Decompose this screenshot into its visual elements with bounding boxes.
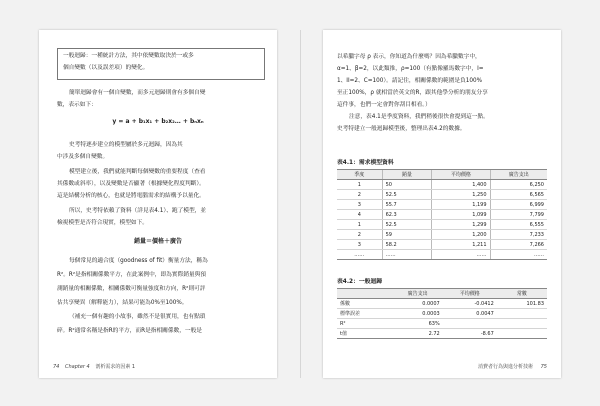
table-cell: 7,266 — [490, 240, 547, 250]
table-cell: 1,400 — [432, 180, 490, 190]
table-cell: 2 — [337, 190, 382, 200]
paragraph-line: 這是結構分析的核心，也就是將電腦需求的結構予以量化。 — [57, 193, 205, 199]
table-cell: 6,999 — [490, 200, 547, 210]
table-cell: 3 — [337, 240, 382, 250]
paragraph-line: α=1、β=2，以此類推，ρ=100（有點像羅馬數字中，I= — [337, 66, 484, 72]
book-title: 消費者行為與進分析技術 — [478, 364, 534, 370]
paragraph-line: 數，表示如下： — [57, 102, 97, 108]
table-cell: 0.0007 — [393, 299, 443, 309]
table-cell — [497, 309, 547, 319]
right-page — [323, 30, 561, 378]
table-cell: 1,199 — [432, 200, 490, 210]
column-header: 廣告支出 — [490, 170, 547, 180]
table-cell: 0.0047 — [443, 309, 497, 319]
table-caption: 表4.2：一般迴歸 — [337, 279, 383, 285]
table-cell: -0.0412 — [443, 299, 497, 309]
table-cell: 1,250 — [432, 190, 490, 200]
regression-table — [337, 288, 547, 339]
table-cell: 6,565 — [490, 190, 547, 200]
table-cell: …… — [382, 250, 432, 260]
table-cell: 1,200 — [432, 230, 490, 240]
paragraph-line: 其係數或斜率），以及變數是否顯著（根據變化程度判斷）。 — [57, 181, 205, 187]
table-cell: 1,211 — [432, 240, 490, 250]
paragraph-line: 測銷量的相關係數，相關係數可衡量強度和方向，R²則可評 — [57, 286, 206, 292]
table-cell: 59 — [382, 230, 432, 240]
column-header — [337, 289, 393, 299]
table-header-row — [337, 170, 547, 180]
table-cell: 50 — [382, 180, 432, 190]
paragraph-line: R²。R²是指相關係數平方，在此案例中，即為實際銷量與預 — [57, 272, 206, 278]
table-cell: R² — [337, 319, 393, 329]
paragraph-line: 估共享變異（解釋能力），結果可能為0%至100%。 — [57, 300, 188, 306]
paragraph-line: 中涉及多個自變數。 — [57, 154, 109, 160]
paragraph-line: 至正100%，ρ 就相當於英文的R，跟其他學分析的朋友分享 — [337, 90, 488, 96]
table-row — [337, 240, 547, 250]
table-cell: 101.83 — [497, 299, 547, 309]
model-equation: 銷量＝價格＋廣告 — [133, 238, 182, 245]
column-header: 平均價格 — [443, 289, 497, 299]
paragraph-line: 以希臘字母 ρ 表示，你知道為什麼嗎？因為希臘數字中， — [337, 54, 481, 60]
table-row — [337, 220, 547, 230]
table-row — [337, 180, 547, 190]
table-cell: 6,250 — [490, 180, 547, 190]
table-cell: 係數 — [337, 299, 393, 309]
table-cell: 1,099 — [432, 210, 490, 220]
column-header: 廣告支出 — [393, 289, 443, 299]
table-cell: 3 — [337, 200, 382, 210]
paragraph-line: 模型建立後，我們就能判斷每個變數的重要程度（查看 — [69, 169, 206, 175]
page-number: 74 — [53, 364, 60, 370]
chapter-title: 剖析需求的因素 1 — [95, 364, 136, 370]
table-cell: 1,299 — [432, 220, 490, 230]
paragraph-line: 史考特建立一般迴歸模型後，整理出表4.2的數據。 — [337, 126, 466, 132]
table-cell: 2.72 — [393, 329, 443, 339]
column-header: 平均價格 — [432, 170, 490, 180]
table-cell: 7,799 — [490, 210, 547, 220]
table-cell: 55.7 — [382, 200, 432, 210]
paragraph-line: 注意，表4.1是季度資料，我們稍後很快會提到這一點。 — [349, 114, 489, 120]
definition-box — [57, 48, 265, 80]
table-cell: …… — [490, 250, 547, 260]
paragraph-line: （補充一個有趣的小故事，雖然不是很實用，也有點瑣 — [69, 314, 206, 320]
table-cell: 58.2 — [382, 240, 432, 250]
table-cell: 4 — [337, 210, 382, 220]
table-cell: -8.67 — [443, 329, 497, 339]
left-footer — [53, 363, 135, 370]
column-header: 季度 — [337, 170, 382, 180]
table-cell: t值 — [337, 329, 393, 339]
table-caption: 表4.1：需求模型資料 — [337, 160, 394, 166]
table-row — [337, 210, 547, 220]
paragraph-line: 檢視模型是否符合現實，模型如下。 — [57, 220, 148, 226]
table-cell — [497, 329, 547, 339]
paragraph-line: 碎。R²通常名稱是指R的平方，而R是指相關係數，一般是 — [57, 328, 202, 334]
left-page — [39, 30, 277, 378]
table-cell: 62.3 — [382, 210, 432, 220]
chapter-label: Chapter 4 — [64, 364, 90, 370]
paragraph-line: 所以，史考特依賴了資料（詳見表4.1）、跑了模型，並 — [69, 208, 207, 214]
table-cell: 1 — [337, 180, 382, 190]
table-cell: …… — [337, 250, 382, 260]
demand-model-table — [337, 169, 547, 260]
table-cell: 63% — [393, 319, 443, 329]
table-row — [337, 190, 547, 200]
table-row — [337, 250, 547, 260]
paragraph-line: 1、II=2、C=100）。請記住，相關係數的範圍是負100% — [337, 78, 483, 84]
table-row — [337, 299, 547, 309]
table-row — [337, 230, 547, 240]
column-header: 常數 — [497, 289, 547, 299]
definition-line-1: 一般迴歸：一種統計方法，其中依變數取決於一或多 — [63, 53, 194, 59]
paragraph-line: 這件事，也們一定會對你刮目相看。） — [337, 102, 431, 108]
table-cell: 標準誤差 — [337, 309, 393, 319]
table-row — [337, 319, 547, 329]
table-cell: 0.0003 — [393, 309, 443, 319]
page-gutter — [300, 30, 301, 378]
table-row — [337, 329, 547, 339]
table-cell: 7,233 — [490, 230, 547, 240]
definition-line-2: 個自變數（以及誤差項）的變化。 — [63, 65, 149, 71]
table-row — [337, 200, 547, 210]
paragraph-line: 每個常見的適合度（goodness of fit）衡量方法，稱為 — [69, 258, 208, 264]
right-footer — [478, 363, 547, 370]
column-header: 銷量 — [382, 170, 432, 180]
table-row — [337, 309, 547, 319]
table-cell: 52.5 — [382, 190, 432, 200]
paragraph-line: 簡單迴歸會有一個自變數，而多元迴歸則會有多個自變 — [69, 90, 206, 96]
page-number: 75 — [540, 364, 547, 370]
table-cell: 2 — [337, 230, 382, 240]
table-cell: …… — [432, 250, 490, 260]
table-cell — [497, 319, 547, 329]
regression-equation: y = a + b₁x₁ + b₂x₂… + bₙxₙ — [112, 118, 204, 125]
table-cell: 6,555 — [490, 220, 547, 230]
paragraph-line: 史考特逐步建立的模型屬於多元迴歸，因為其 — [69, 142, 183, 148]
table-cell — [443, 319, 497, 329]
table-cell: 52.5 — [382, 220, 432, 230]
table-cell: 1 — [337, 220, 382, 230]
table-header-row — [337, 289, 547, 299]
